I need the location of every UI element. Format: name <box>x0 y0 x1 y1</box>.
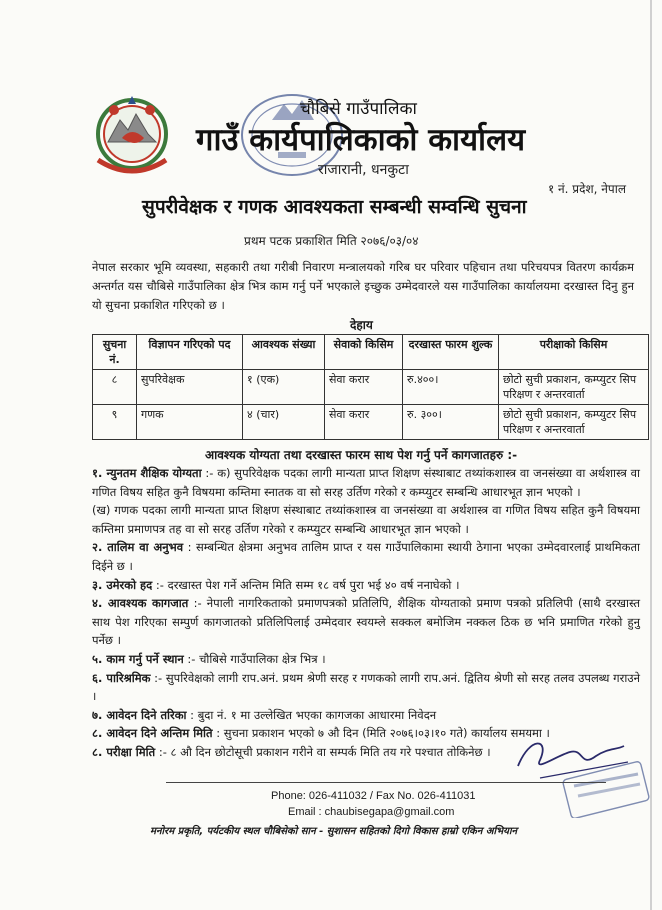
requirement-item <box>92 464 640 501</box>
intro-paragraph: नेपाल सरकार भूमि व्यवस्था, सहकारी तथा गरीबी निवारण मन्त्रालयको गरिब घर परिवार पहिचान तथा परिचयपत्र वितरण कार्यक्रम अन्तर्गत यस चौबिसे गाउँपालिका क्षेत्र भित्र काम गर्नु पर्ने भएकाले इच्छुक उम्मेदवारले यस गाउँपालिका कार्यालयमा दरखास्त दिनु हुन यो सुचना प्रकाशित गरिएको छ । <box>92 260 634 312</box>
requirements-list <box>92 464 640 762</box>
requirement-item <box>92 669 640 706</box>
requirement-item <box>92 594 640 650</box>
requirement-item <box>92 576 640 595</box>
municipality-name: चौबिसे गाउँपालिका <box>300 99 417 119</box>
col-header: आवश्यक संख्या <box>243 335 325 370</box>
table-cell: गणक <box>137 405 243 440</box>
requirements-title: आवश्यक योग्यता तथा दरखास्त फारम साथ पेश गर्नु पर्ने कागजातहरु :- <box>205 448 518 462</box>
signature-stamp-icon <box>500 726 650 818</box>
requirement-label: ७. आवेदन दिने तरिका <box>92 707 187 722</box>
table-cell: १ (एक) <box>243 370 325 405</box>
requirement-text: (ख) गणक पदका लागी मान्यता प्राप्त शिक्षण संस्थाबाट तथ्यांकशास्त्र वा जनसंख्या वा अर्थशास्त्र वा गणित विषय सहित कुनै विषयमा कम्तिमा प्रमाणपत्र तह वा सो सरह उर्तिण गरेको र कम्प्युटर सम्बन्धि आधारभूत ज्ञान भएको । <box>92 503 640 536</box>
table-caption: देहाय <box>350 318 373 332</box>
requirement-item <box>92 538 640 575</box>
col-header: दरखास्त फारम शुल्क <box>403 335 499 370</box>
requirement-label: ३. उमेरको हद <box>92 577 153 592</box>
nepal-emblem-icon <box>92 90 172 182</box>
province-label: १ नं. प्रदेश, नेपाल <box>547 182 626 196</box>
table-cell: सुपरिवेक्षक <box>137 370 243 405</box>
requirement-item <box>92 706 640 725</box>
requirement-text: : सम्बन्धित क्षेत्रमा अनुभव तालिम प्राप्त र यस गाउँपालिकामा स्थायी ठेगाना भएका उम्मेदवारलाई प्राथमिकता दिईने छ । <box>92 540 640 573</box>
table-header-row <box>93 335 649 370</box>
requirement-text: : सुचना प्रकाशन भएको ७ औ दिन (मिति २०७६।०३।१० गते) कार्यालय समयमा । <box>212 726 550 741</box>
table-cell: ८ <box>93 370 137 405</box>
table-row <box>93 370 649 405</box>
requirement-label: ८. परीक्षा मिति <box>92 744 156 759</box>
office-address: राजारानी, धनकुटा <box>318 162 409 178</box>
footer-divider <box>166 782 606 783</box>
publish-date: प्रथम पटक प्रकाशित मिति २०७६/०३/०४ <box>244 234 419 248</box>
requirement-text: :- दरखास्त पेश गर्ने अन्तिम मिति सम्म १८ वर्ष पुरा भई ४० वर्ष ननाघेको । <box>152 577 460 592</box>
requirement-label: ४. आवश्यक कागजात <box>92 596 189 611</box>
table-cell: ९ <box>93 405 137 440</box>
requirement-text: :- चौबिसे गाउँपालिका क्षेत्र भित्र । <box>183 651 326 666</box>
table-cell: छोटो सुची प्रकाशन, कम्प्युटर सिप परिक्षण र अन्तरवार्ता <box>499 370 649 405</box>
requirement-item <box>92 650 640 669</box>
requirement-label: २. तालिम वा अनुभव <box>92 540 184 555</box>
requirement-label: ६. पारिश्रमिक <box>92 670 151 685</box>
requirement-item <box>92 501 640 538</box>
table-cell: सेवा करार <box>325 405 403 440</box>
requirement-text: :- क) सुपरिवेक्षक पदका लागी मान्यता प्राप्त शिक्षण संस्थाबाट तथ्यांकशास्त्र वा जनसंख्या वा अर्थशास्त्र वा गणित विषय सहित कुनै विषयमा कम्तिमा स्नातक वा सो सरह उर्तिण गरेको र कम्प्युटर सम्बन्धि आधारभूत ज्ञान भएको । <box>92 466 640 499</box>
requirement-text: :- ८ औ दिन छोटोसूची प्रकाशन गरीने वा सम्पर्क मिति तय गरे पश्चात तोकिनेछ । <box>155 744 491 759</box>
requirement-text: :- सुपरिवेक्षको लागी राप.अनं. प्रथम श्रेणी सरह र गणकको लागी राप.अनं. द्वितिय श्रेणी सो सरह तलव उपलब्ध गराउने । <box>92 670 640 704</box>
footer-phone: Phone: 026-411032 / Fax No. 026-411031 <box>271 790 476 802</box>
col-header: विज्ञापन गरिएको पद <box>137 335 243 370</box>
requirement-text: :- नेपाली नागरिकताको प्रमाणपत्रको प्रतिलिपि, शैक्षिक योग्यताको प्रमाण पत्रको प्रतिलिपी (साथै दरखास्त साथ पेश गरिएका सम्पुर्ण कागजातको प्रतिलिपिलाई उम्मेदवार स्वयम्ले सक्कल बमोजिम नक्कल ठिक छ भनि प्रमाणित गरेको हुनु पर्नेछ । <box>92 596 640 648</box>
requirement-label: १. न्युनतम शैक्षिक योग्यता <box>92 466 202 480</box>
requirement-label: ५. काम गर्नु पर्ने स्थान <box>92 651 184 666</box>
table-cell: छोटो सुची प्रकाशन, कम्प्युटर सिप परिक्षण र अन्तरवार्ता <box>499 405 649 440</box>
col-header: सेवाको किसिम <box>325 335 403 370</box>
footer-slogan: मनोरम प्रकृति, पर्यटकीय स्थल चौबिसेको सान - सुशासन सहितको दिगो विकास हाम्रो एकिन अभियान <box>150 826 518 837</box>
table-cell: रु.४००। <box>403 370 499 405</box>
table-row <box>93 405 649 440</box>
table-cell: ४ (चार) <box>243 405 325 440</box>
requirement-text: : बुदा नं. १ मा उल्लेखित भएका कागजका आधारमा निवेदन <box>186 707 437 722</box>
col-header: परीक्षाको किसिम <box>499 335 649 370</box>
notice-title: सुपरीवेक्षक र गणक आवश्यकता सम्बन्धी सम्वन्धि सुचना <box>142 196 527 218</box>
vacancy-table <box>92 334 649 440</box>
footer-email: Email : chaubisegapa@gmail.com <box>288 806 455 818</box>
office-name: गाउँ कार्यपालिकाको कार्यालय <box>196 122 526 158</box>
col-header: सुचना नं. <box>93 335 137 370</box>
table-cell: सेवा करार <box>325 370 403 405</box>
requirement-label: ८. आवेदन दिने अन्तिम मिति <box>92 726 213 741</box>
table-cell: रु. ३००। <box>403 405 499 440</box>
